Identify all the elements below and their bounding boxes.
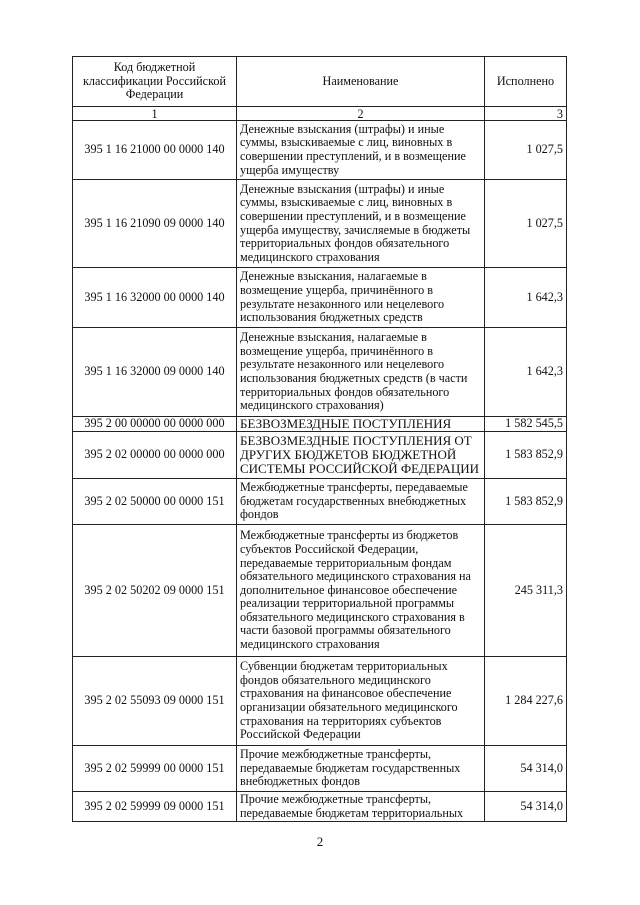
row-code: 395 1 16 32000 09 0000 140 <box>73 328 237 417</box>
row-name: Денежные взыскания (штрафы) и иные суммы, взыскиваемые с лиц, виновных в совершении преступлений, и в возмещение ущерба имуществу <box>237 121 485 180</box>
table-row <box>73 525 567 657</box>
header-row <box>73 57 567 107</box>
row-name: Прочие межбюджетные трансферты, передаваемые бюджетам территориальных <box>237 792 485 822</box>
row-name: Денежные взыскания (штрафы) и иные суммы, взыскиваемые с лиц, виновных в совершении преступлений, и в возмещение ущерба имуществу, зачисляемые в бюджеты территориальных фондов обязательного медицинского страхования <box>237 180 485 268</box>
row-executed: 1 583 852,9 <box>485 479 567 525</box>
row-name: Прочие межбюджетные трансферты, передаваемые бюджетам государственных внебюджетных фондов <box>237 746 485 792</box>
table-row <box>73 328 567 417</box>
table-row <box>73 180 567 268</box>
row-code: 395 1 16 32000 00 0000 140 <box>73 268 237 328</box>
column-number: 3 <box>485 107 567 121</box>
table-row <box>73 657 567 746</box>
header-name: Наименование <box>237 57 485 107</box>
row-code: 395 1 16 21000 00 0000 140 <box>73 121 237 180</box>
header-code: Код бюджетной классификации Российской Федерации <box>73 57 237 107</box>
row-executed: 1 027,5 <box>485 180 567 268</box>
row-name: Субвенции бюджетам территориальных фондов обязательного медицинского страхования на финансовое обеспечение организации обязательного медицинского страхования на территориях субъектов Российской Федерации <box>237 657 485 746</box>
row-executed: 1 642,3 <box>485 268 567 328</box>
row-code: 395 2 00 00000 00 0000 000 <box>73 417 237 432</box>
table-row <box>73 792 567 822</box>
table-row <box>73 746 567 792</box>
row-executed: 245 311,3 <box>485 525 567 657</box>
table-row <box>73 417 567 432</box>
column-numbers-row <box>73 107 567 121</box>
row-code: 395 2 02 50202 09 0000 151 <box>73 525 237 657</box>
row-executed: 1 642,3 <box>485 328 567 417</box>
header-executed: Исполнено <box>485 57 567 107</box>
row-name: Денежные взыскания, налагаемые в возмещение ущерба, причинённого в результате незаконного или нецелевого использования бюджетных средств (в части территориальных фондов обязательного медицинского страхования) <box>237 328 485 417</box>
row-executed: 54 314,0 <box>485 792 567 822</box>
row-code: 395 2 02 55093 09 0000 151 <box>73 657 237 746</box>
row-code: 395 2 02 00000 00 0000 000 <box>73 432 237 479</box>
row-name: Денежные взыскания, налагаемые в возмещение ущерба, причинённого в результате незаконного или нецелевого использования бюджетных средств <box>237 268 485 328</box>
page-number: 2 <box>316 834 324 849</box>
row-executed: 1 027,5 <box>485 121 567 180</box>
row-name: БЕЗВОЗМЕЗДНЫЕ ПОСТУПЛЕНИЯ ОТ ДРУГИХ БЮДЖЕТОВ БЮДЖЕТНОЙ СИСТЕМЫ РОССИЙСКОЙ ФЕДЕРАЦИИ <box>237 432 485 479</box>
column-number: 2 <box>237 107 485 121</box>
row-code: 395 2 02 59999 00 0000 151 <box>73 746 237 792</box>
budget-table <box>72 56 567 822</box>
table-row <box>73 479 567 525</box>
column-number: 1 <box>73 107 237 121</box>
row-name: Межбюджетные трансферты, передаваемые бюджетам государственных внебюджетных фондов <box>237 479 485 525</box>
row-code: 395 1 16 21090 09 0000 140 <box>73 180 237 268</box>
row-name: БЕЗВОЗМЕЗДНЫЕ ПОСТУПЛЕНИЯ <box>237 417 485 432</box>
table-row <box>73 432 567 479</box>
row-executed: 1 583 852,9 <box>485 432 567 479</box>
row-code: 395 2 02 50000 00 0000 151 <box>73 479 237 525</box>
row-code: 395 2 02 59999 09 0000 151 <box>73 792 237 822</box>
row-executed: 1 582 545,5 <box>485 417 567 432</box>
table-row <box>73 121 567 180</box>
table-row <box>73 268 567 328</box>
row-executed: 1 284 227,6 <box>485 657 567 746</box>
row-name: Межбюджетные трансферты из бюджетов субъектов Российской Федерации, передаваемые территориальным фондам обязательного медицинского страхования на дополнительное финансовое обеспечение реализации территориальной программы обязательного медицинского страхования в части базовой программы обязательного медицинского страхования <box>237 525 485 657</box>
row-executed: 54 314,0 <box>485 746 567 792</box>
